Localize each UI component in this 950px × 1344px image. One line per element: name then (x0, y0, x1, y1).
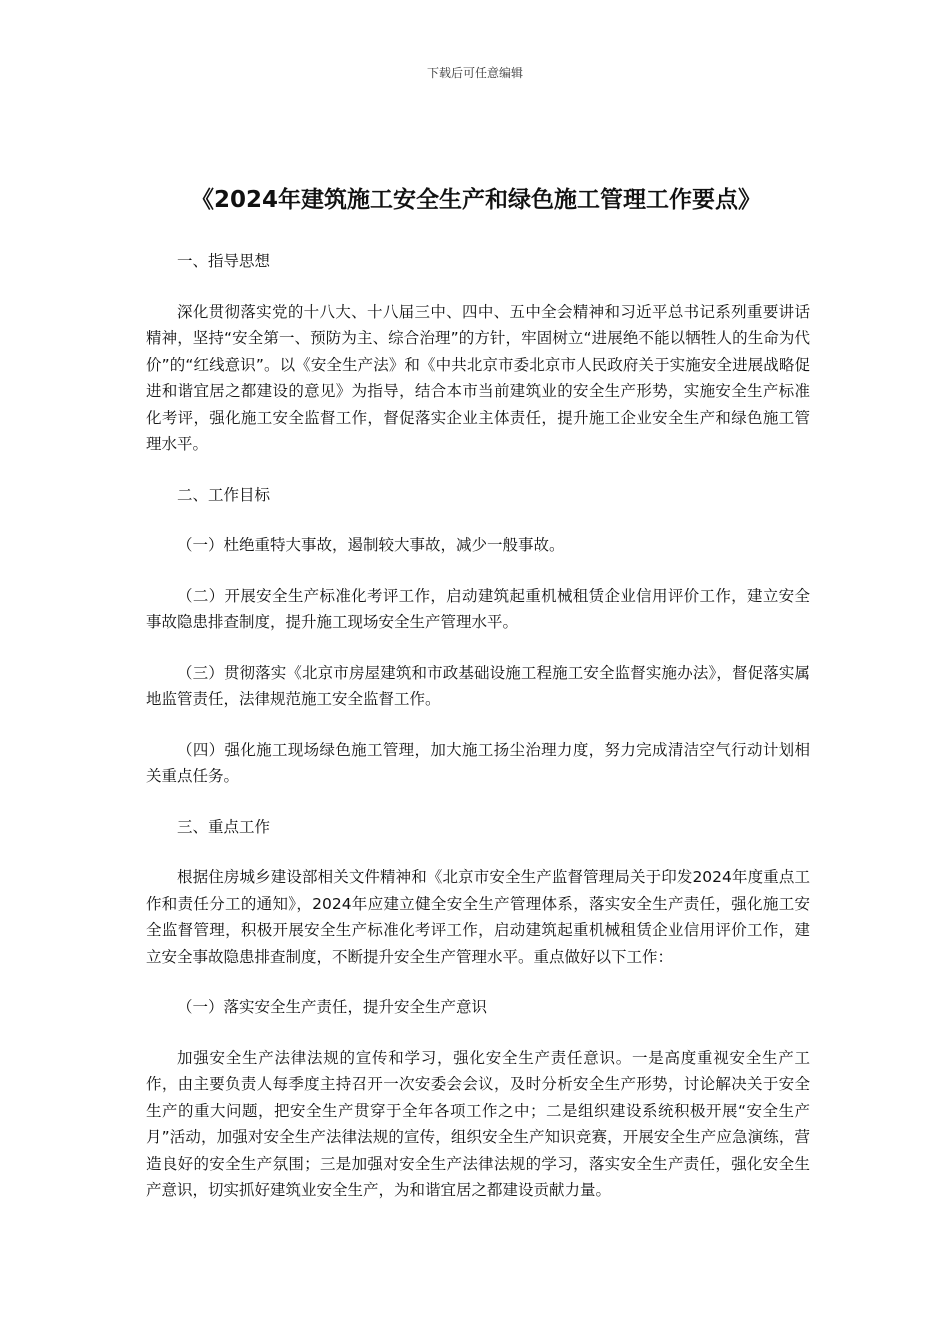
section-heading-guiding-ideology: 一、指导思想 (177, 252, 271, 270)
section-heading-key-work: 三、重点工作 (177, 817, 271, 836)
paragraph-goal-1: （一）杜绝重特大事故，遏制较大事故，减少一般事故。 (177, 536, 565, 554)
paragraph-goal-4: （四）强化施工现场绿色施工管理，加大施工扬尘治理力度，努力完成清洁空气行动计划相关重点任务。 (146, 740, 810, 785)
paragraph-safety-responsibility: 加强安全生产法律法规的宣传和学习，强化安全生产责任意识。一是高度重视安全生产工作，由主要负责人每季度主持召开一次安委会会议，及时分析安全生产形势，讨论解决关于安全生产的重大问题，把安全生产贯穿于全年各项工作之中；二是组织建设系统积极开展“安全生产月”活动，加强对安全生产法律法规的宣传，组织安全生产知识竞赛，开展安全生产应急演练，营造良好的安全生产氛围；三是加强对安全生产法律法规的学习，落实安全生产责任，强化安全生产意识，切实抓好建筑业安全生产，为和谐宜居之都建设贡献力量。 (146, 1048, 810, 1199)
paragraph-key-work: 根据住房城乡建设部相关文件精神和《北京市安全生产监督管理局关于印发2024年度重点工作和责任分工的通知》，2024年应建立健全安全生产管理体系，落实安全生产责任，强化施工安全监督管理，积极开展安全生产标准化考评工作，启动建筑起重机械租赁企业信用评价工作，建立安全事故隐患排查制度，不断提升安全生产管理水平。重点做好以下工作： (146, 868, 810, 966)
page-header-note: 下载后可任意编辑 (426, 66, 523, 80)
paragraph-goal-3: （三）贯彻落实《北京市房屋建筑和市政基础设施工程施工安全监督实施办法》，督促落实属地监管责任，法律规范施工安全监督工作。 (146, 663, 810, 708)
document-body (146, 248, 810, 1228)
document-title: 《2024年建筑施工安全生产和绿色施工管理工作要点》 (190, 187, 761, 213)
subsection-heading-safety-responsibility: （一）落实安全生产责任，提升安全生产意识 (177, 998, 488, 1016)
paragraph-guiding-ideology: 深化贯彻落实党的十八大、十八届三中、四中、五中全会精神和习近平总书记系列重要讲话精神，坚持“安全第一、预防为主、综合治理”的方针，牢固树立“进展绝不能以牺牲人的生命为代价”的“红线意识”。以《安全生产法》和《中共北京市委北京市人民政府关于实施安全进展战略促进和谐宜居之都建设的意见》为指导，结合本市当前建筑业的安全生产形势，实施安全生产标准化考评，强化施工安全监督工作，督促落实企业主体责任，提升施工企业安全生产和绿色施工管理水平。 (146, 302, 810, 453)
section-heading-work-goals: 二、工作目标 (177, 485, 271, 504)
paragraph-goal-2: （二）开展安全生产标准化考评工作，启动建筑起重机械租赁企业信用评价工作，建立安全事故隐患排查制度，提升施工现场安全生产管理水平。 (146, 586, 810, 631)
